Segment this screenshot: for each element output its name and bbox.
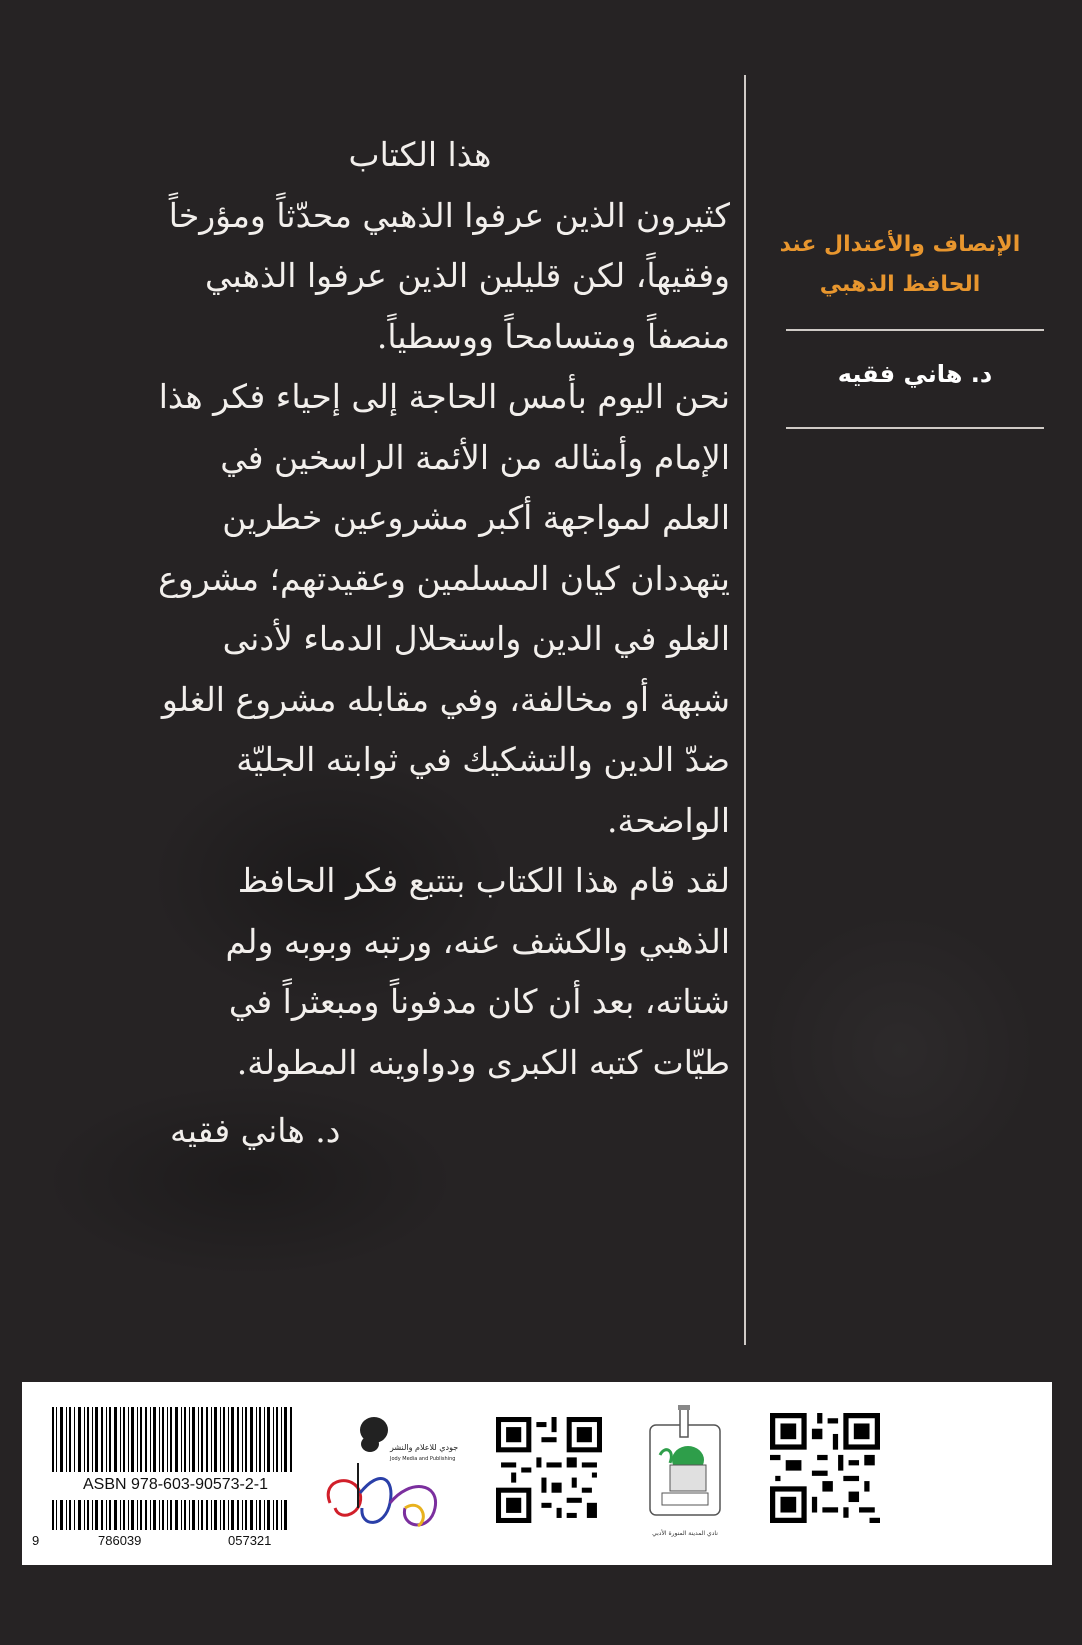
publisher-name-en: Jody Media and Publishing [390, 1456, 456, 1462]
qr-code-left [496, 1417, 602, 1523]
paragraph-3: لقد قام هذا الكتاب بتتبع فكر الحافظ الذهبي والكشف عنه، ورتبه وبوبه ولم شتاته، بعد أن كان مدفوناً ومبعثراً في طيّات كتبه الكبرى ودواوينه المطولة. [225, 861, 730, 1082]
qr-code-right [770, 1413, 880, 1523]
barcode-lead-digit: 9 [32, 1533, 40, 1548]
book-title-line-1: الإنصاف والأعتدال عند [779, 232, 1021, 257]
text-heading: هذا الكتاب [348, 135, 492, 174]
side-author-name: د. هاني فقيه [837, 360, 993, 388]
isbn-label: ASBN 978-603-90573-2-1 [80, 1476, 271, 1494]
publisher-logo [300, 1408, 460, 1548]
paragraph-2: نحن اليوم بأمس الحاجة إلى إحياء فكر هذا الإمام وأمثاله من الأئمة الراسخين في العلم لمواجهة أكبر مشروعين خطرين يتهددان كيان المسلمين وعقيدتهم؛ مشروع الغلو في الدين واستحلال الدماء لأدنى شبهة أو مخالفة، وفي مقابله مشروع الغلو ضدّ الدين والتشكيك في ثوابته الجليّة الواضحة. [158, 377, 730, 840]
title-rule-bottom [786, 427, 1044, 429]
author-signature: د. هاني فقيه [170, 1111, 341, 1150]
barcode-digits-right: 057321 [228, 1533, 272, 1548]
book-title-line-2: الحافظ الذهبي [819, 272, 981, 297]
barcode-digits-left: 786039 [98, 1533, 142, 1548]
club-name: نادي المدينة المنورة الأدبي [652, 1530, 718, 1537]
publisher-name-ar: جودي للاعلام والنشر [390, 1443, 459, 1452]
book-title [775, 225, 1025, 305]
isbn-barcode [40, 1405, 300, 1535]
title-rule-top [786, 329, 1044, 331]
back-cover-text [150, 125, 730, 1162]
paragraph-1: كثيرون الذين عرفوا الذهبي محدّثاً ومؤرخاً وفقيهاً، لكن قليلين الذين عرفوا الذهبي منصفاً ومتسامحاً ووسطياً. [168, 195, 730, 356]
vertical-divider [744, 75, 746, 1345]
literary-club-logo [640, 1405, 730, 1550]
